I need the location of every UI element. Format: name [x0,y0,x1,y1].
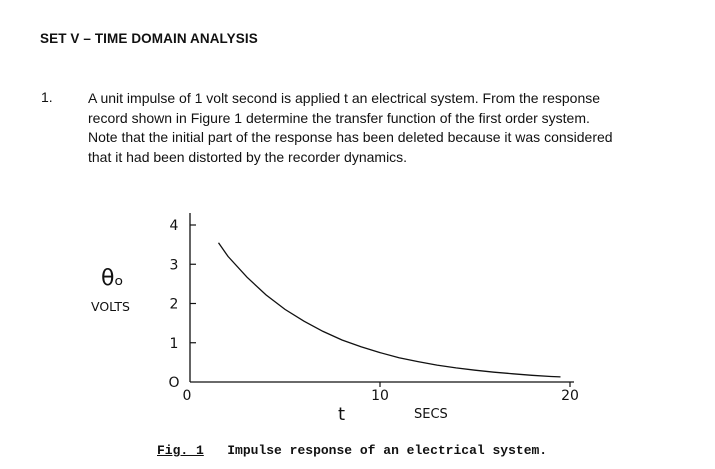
question-line: that it had been distorted by the recorder dynamics. [88,148,408,165]
question-line: record shown in Figure 1 determine the transfer function of the first order system. [88,109,590,126]
x-axis-unit: SECS [414,407,448,422]
x-tick-label: 0 [182,388,192,404]
x-tick-label: 20 [561,388,579,404]
figure-number: Fig. 1 [157,443,204,458]
x-tick-label: 10 [371,388,389,404]
y-tick-label: 2 [169,296,179,313]
y-tick-label: 4 [169,218,179,234]
figure-caption [157,443,547,458]
question-number: 1. [41,89,53,105]
y-axis-symbol: θₒ [101,266,124,291]
response-curve [219,243,561,377]
y-tick-label: O [168,375,180,391]
question-line: A unit impulse of 1 volt second is applied t an electrical system. From the response [88,90,601,106]
question-line: Note that the initial part of the response has been deleted because it was considered [88,129,613,145]
section-heading: SET V – TIME DOMAIN ANALYSIS [40,31,258,46]
y-axis-unit: VOLTS [91,299,130,314]
y-tick-label: 3 [169,257,179,274]
y-tick-label: 1 [169,335,179,352]
figure-caption-text: Impulse response of an electrical system. [227,443,548,458]
x-axis-symbol: t [338,404,346,425]
